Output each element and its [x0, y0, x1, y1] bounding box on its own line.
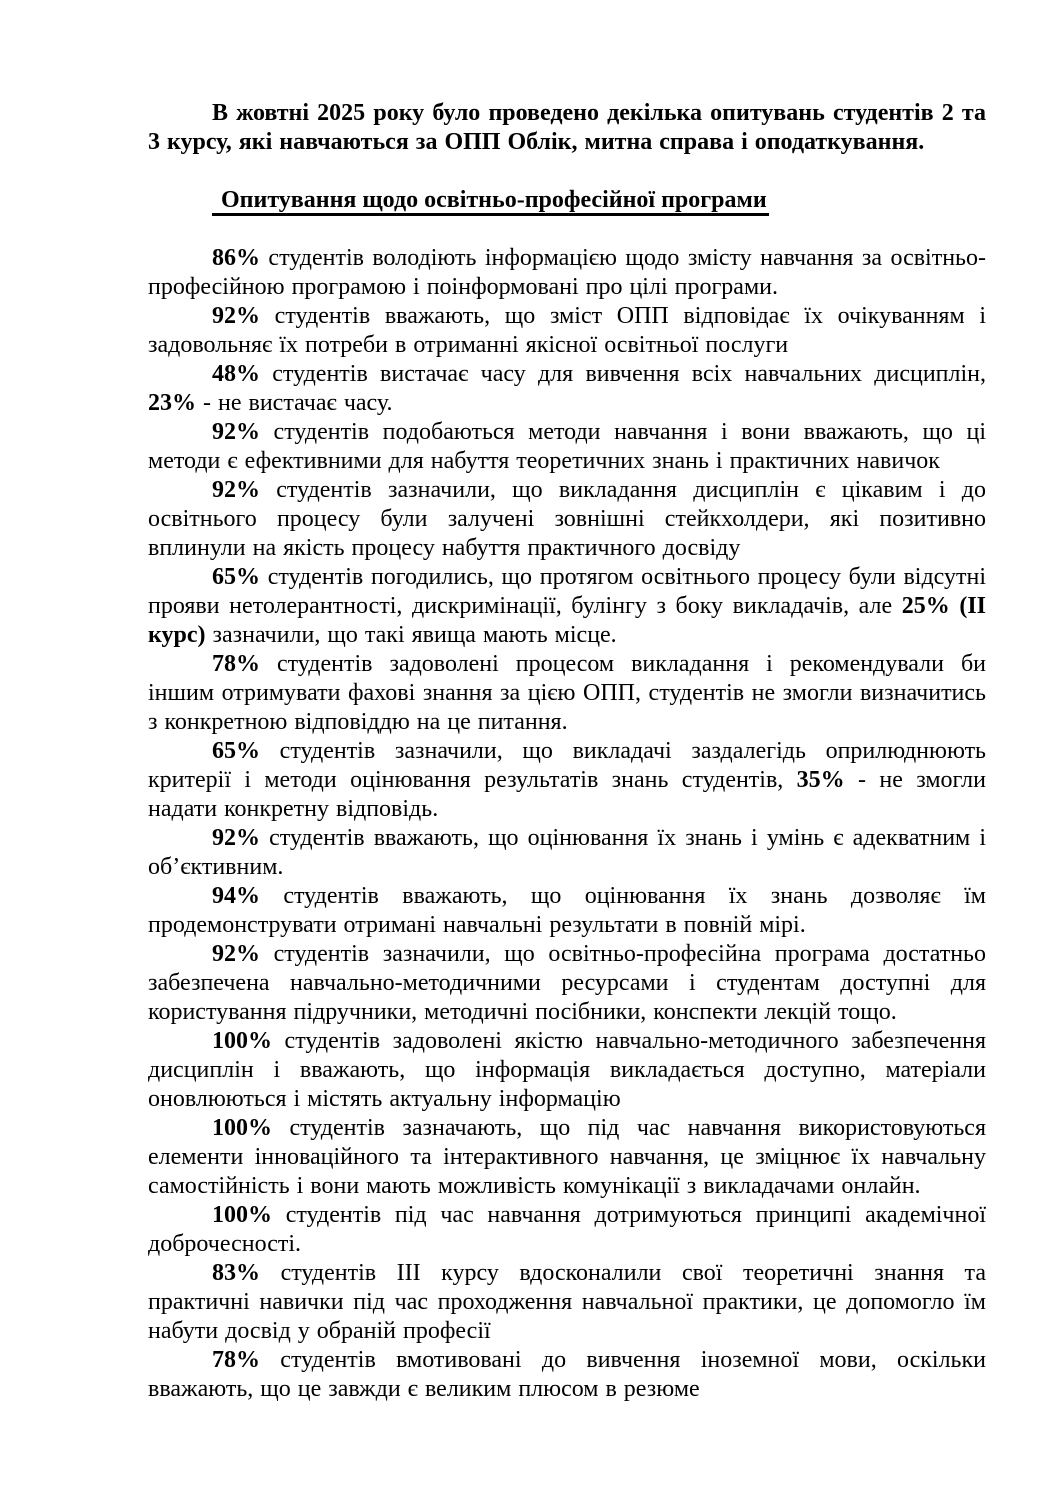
text-run: студентів володіють інформацією щодо змісту навчання за освітньо-професійною програмою і поінформовані про цілі програми. [148, 245, 986, 300]
text-run: студентів вмотивовані до вивчення іноземної мови, оскільки вважають, що це завжди є великим плюсом в резюме [148, 1347, 986, 1402]
survey-paragraph [148, 882, 986, 940]
stat-percent: 92% [212, 477, 260, 503]
survey-paragraph [148, 1201, 986, 1259]
stat-percent: 100% [212, 1028, 272, 1054]
text-run: - не вистачає часу. [196, 390, 393, 416]
survey-paragraph [148, 1346, 986, 1404]
stat-percent: 83% [212, 1260, 260, 1286]
survey-paragraph [148, 418, 986, 476]
stat-percent: 92% [212, 941, 260, 967]
text-run: студентів зазначили, що викладачі заздалегідь оприлюднюють критерії і методи оцінювання результатів знань студентів, [148, 738, 986, 793]
blank-line [148, 157, 986, 186]
stat-percent: 78% [212, 1347, 260, 1373]
survey-paragraph [148, 563, 986, 650]
stat-percent: 23% [148, 390, 196, 416]
section-heading-text: Опитування щодо освітньо-професійної програми [212, 187, 769, 216]
survey-paragraph [148, 650, 986, 737]
text-run: студентів подобаються методи навчання і вони вважають, що ці методи є ефективними для набуття теоретичних знань і практичних навичок [148, 419, 986, 474]
intro-paragraph: В жовтні 2025 року було проведено декілька опитувань студентів 2 та 3 курсу, які навчаються за ОПП Облік, митна справа і оподаткування. [148, 100, 986, 155]
stat-percent: 48% [212, 361, 260, 387]
stat-percent: 86% [212, 245, 260, 271]
survey-paragraph [148, 1114, 986, 1201]
text-run: студентів зазначили, що викладання дисциплін є цікавим і до освітнього процесу були залучені зовнішні стейкхолдери, які позитивно вплинули на якість процесу набуття практичного досвіду [148, 477, 986, 561]
stat-percent: 25% (ІІ курс) [148, 593, 987, 648]
stat-percent: 65% [212, 564, 260, 590]
survey-paragraph [148, 244, 986, 302]
blank-line [148, 215, 986, 244]
text-run: студентів погодились, що протягом освітнього процесу були відсутні прояви нетолерантності, дискримінації, булінгу з боку викладачів, але [148, 564, 986, 619]
stat-percent: 35% [796, 767, 845, 793]
survey-paragraph [148, 737, 986, 824]
text-run: студентів вважають, що оцінювання їх знань і умінь є адекватним і об’єктивним. [148, 825, 986, 880]
stat-percent: 92% [212, 419, 260, 445]
text-run: студентів вистачає часу для вивчення всіх навчальних дисциплін, [260, 361, 986, 387]
survey-paragraph [148, 476, 986, 563]
text-run: студентів вважають, що оцінювання їх знань дозволяє їм продемонструвати отримані навчальні результати в повній мірі. [148, 883, 986, 938]
stat-percent: 94% [212, 883, 260, 909]
stat-percent: 65% [212, 738, 260, 764]
text-run: студентів зазначили, що освітньо-професійна програма достатньо забезпечена навчально-методичними ресурсами і студентам доступні для користування підручники, методичні посібники, конспекти лекцій тощо. [148, 941, 986, 1025]
survey-paragraph-list [148, 244, 986, 1404]
survey-paragraph [148, 1259, 986, 1346]
text-run: студентів задоволені якістю навчально-методичного забезпечення дисциплін і вважають, що інформація викладається доступно, матеріали оновлюються і містять актуальну інформацію [148, 1028, 986, 1112]
survey-paragraph [148, 940, 986, 1027]
text-run: студентів під час навчання дотримуються принципі академічної доброчесності. [148, 1202, 986, 1257]
section-heading [148, 186, 986, 215]
survey-paragraph [148, 1027, 986, 1114]
text-run: студентів задоволені процесом викладання і рекомендували би іншим отримувати фахові знання за цією ОПП, студентів не змогли визначитись з конкретною відповіддю на це питання. [148, 651, 986, 735]
stat-percent: 92% [212, 825, 260, 851]
survey-paragraph [148, 360, 986, 418]
document-text-block [148, 99, 986, 1404]
survey-paragraph [148, 824, 986, 882]
stat-percent: 100% [212, 1202, 272, 1228]
stat-percent: 78% [212, 651, 260, 677]
stat-percent: 100% [212, 1115, 272, 1141]
text-run: студентів зазначають, що під час навчання використовуються елементи інноваційного та інтерактивного навчання, це зміцнює їх навчальну самостійність і вони мають можливість комунікації з викладачами онлайн. [148, 1115, 986, 1199]
text-run: студентів ІІІ курсу вдосконалили свої теоретичні знання та практичні навички під час проходження навчальної практики, це допомогло їм набути досвід у обраній професії [148, 1260, 986, 1344]
stat-percent: 92% [212, 303, 260, 329]
text-run: - не змогли надати конкретну відповідь. [148, 767, 987, 822]
survey-paragraph [148, 302, 986, 360]
text-run: студентів вважають, що зміст ОПП відповідає їх очікуванням і задовольняє їх потреби в отриманні якісної освітньої послуги [148, 303, 986, 358]
text-run: зазначили, що такі явища мають місце. [205, 622, 617, 648]
